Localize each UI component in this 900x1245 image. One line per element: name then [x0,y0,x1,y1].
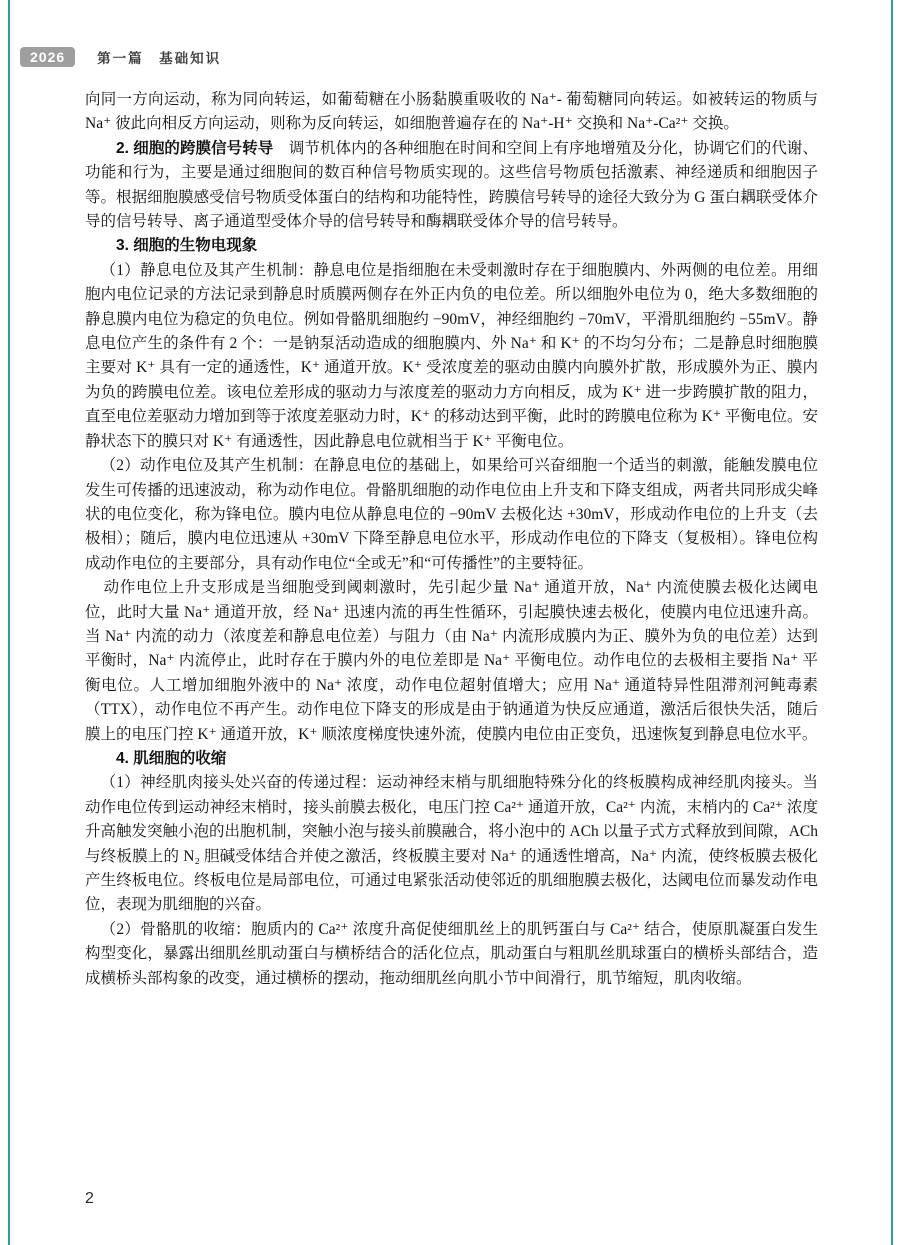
page-footer [85,1190,94,1208]
paragraph-neuromuscular-junction [85,771,818,917]
body-text: 调节机体内的各种细胞在时间和空间上有序地增殖及分化，协调它们的代谢、功能和行为，主要是通过细胞间的数百种信号物质实现的。这些信号物质包括激素、神经递质和细胞因子等。根据细胞膜感受信号物质受体蛋白的结构和功能特性，跨膜信号转导的途径大致分为 G 蛋白耦联受体介导的信号转导、离子通道型受体介导的信号转导和酶耦联受体介导的信号转导。 [85,139,818,231]
left-edge-rule [8,0,10,1245]
paragraph-action-potential-mechanism [85,576,818,747]
body-text: 动作电位上升支形成是当细胞受到阈刺激时，先引起少量 Na⁺ 通道开放，Na⁺ 内流使膜去极化达阈电位，此时大量 Na⁺ 通道开放，经 Na⁺ 迅速内流的再生性循环，引起膜快速去极化，使膜内电位迅速升高。当 Na⁺ 内流的动力（浓度差和静息电位差）与阻力（由 Na⁺ 内流形成膜内为正、膜外为负的电位差）达到平衡时，Na⁺ 内流停止，此时存在于膜内外的电位差即是 Na⁺ 平衡电位。动作电位的去极相主要指 Na⁺ 平衡电位。人工增加细胞外液中的 Na⁺ 浓度，动作电位超射值增大；应用 Na⁺ 通道特异性阻滞剂河鲀毒素（TTX），动作电位不再产生。动作电位下降支的形成是由于钠通道为快反应通道，激活后很快失活，随后膜上的电压门控 K⁺ 通道开放，K⁺ 顺浓度梯度快速外流，使膜内电位由正变负，迅速恢复到静息电位水平。 [85,579,818,743]
paragraph-signal-transduction [85,137,818,235]
body-text: （2）动作电位及其产生机制：在静息电位的基础上，如果给可兴奋细胞一个适当的刺激，能触发膜电位发生可传播的迅速波动，称为动作电位。骨骼肌细胞的动作电位由上升支和下降支组成，两者共同形成尖峰状的电位变化，称为锋电位。膜内电位从静息电位的 −90mV 去极化达 +30mV，形成动作电位的上升支（去极相）；随后，膜内电位迅速从 +30mV 下降至静息电位水平，形成动作电位的下降支（复极相）。锋电位构成动作电位的主要部分，具有动作电位“全或无”和“可传播性”的主要特征。 [85,457,818,572]
body-text: （1）静息电位及其产生机制：静息电位是指细胞在未受刺激时存在于细胞膜内、外两侧的电位差。用细胞内电位记录的方法记录到静息时质膜两侧存在外正内负的电位差。所以细胞外电位为 0，绝大多数细胞的静息膜内电位为稳定的负电位。例如骨骼肌细胞约 −90mV，神经细胞约 −70mV，平滑肌细胞约 −55mV。静息电位产生的条件有 2 个：一是钠泵活动造成的细胞膜内、外 Na⁺ 和 K⁺ 的不均匀分布；二是静息时细胞膜主要对 K⁺ 具有一定的通透性，K⁺ 通道开放。K⁺ 受浓度差的驱动由膜内向膜外扩散，形成膜外为正、膜内为负的跨膜电位差。该电位差形成的驱动力与浓度差的驱动力方向相反，成为 K⁺ 进一步跨膜扩散的阻力，直至电位差驱动力增加到等于浓度差驱动力时，K⁺ 的移动达到平衡，此时的跨膜电位称为 K⁺ 平衡电位。安静状态下的膜只对 K⁺ 有通透性，因此静息电位就相当于 K⁺ 平衡电位。 [85,261,818,450]
page-body-text [85,88,818,991]
paragraph-co-transport-continued [85,88,818,137]
body-text: 向同一方向运动，称为同向转运，如葡萄糖在小肠黏膜重吸收的 Na⁺- 葡萄糖同向转运。如被转运的物质与 Na⁺ 彼此向相反方向运动，则称为反向转运，如细胞普遍存在的 Na⁺-H⁺ 交换和 Na⁺-Ca²⁺ 交换。 [85,91,818,133]
paragraph-resting-potential [85,259,818,454]
heading-muscle-contraction [85,747,818,771]
page-number: 2 [85,1190,94,1207]
heading-bioelectricity [85,234,818,258]
body-text: （1）神经肌肉接头处兴奋的传递过程：运动神经末梢与肌细胞特殊分化的终板膜构成神经肌肉接头。当动作电位传到运动神经末梢时，接头前膜去极化，电压门控 Ca²⁺ 通道开放，Ca²⁺ 内流，末梢内的 Ca²⁺ 浓度升高触发突触小泡的出胞机制，突触小泡与接头前膜融合，将小泡中的 ACh 以量子式方式释放到间隙，ACh 与终板膜上的 N₂ 胆碱受体结合并使之激活，终板膜主要对 Na⁺ 的通透性增高，Na⁺ 内流，使终板膜去极化产生终板电位。终板电位是局部电位，可通过电紧张活动使邻近的肌细胞膜去极化，达阈电位而暴发动作电位，表现为肌细胞的兴奋。 [85,774,818,914]
edition-year-badge: 2026 [20,47,75,67]
page-header [20,46,815,68]
paragraph-skeletal-muscle-contraction [85,918,818,991]
paragraph-action-potential [85,454,818,576]
numbered-heading-inline: 2. 细胞的跨膜信号转导 [116,139,274,157]
numbered-heading: 4. 肌细胞的收缩 [116,749,227,767]
numbered-heading: 3. 细胞的生物电现象 [116,237,258,255]
body-text: （2）骨骼肌的收缩：胞质内的 Ca²⁺ 浓度升高促使细肌丝上的肌钙蛋白与 Ca²⁺ 结合，使原肌凝蛋白发生构型变化，暴露出细肌丝肌动蛋白与横桥结合的活化位点，肌动蛋白与粗肌丝肌球蛋白的横桥头部结合，造成横桥头部构象的改变，通过横桥的摆动，拖动细肌丝向肌小节中间滑行，肌节缩短，肌肉收缩。 [85,920,818,987]
right-edge-rule [891,0,893,1245]
running-head-section-title: 第一篇 基础知识 [97,51,222,66]
